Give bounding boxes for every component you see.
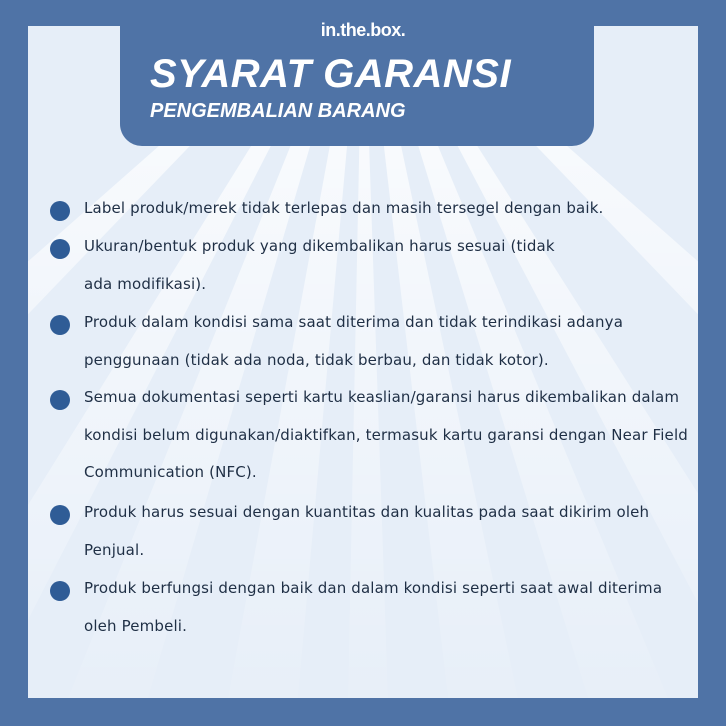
list-item-text: Ukuran/bentuk produk yang dikembalikan harus sesuai (tidak ada modifikasi). [84,237,555,293]
page-subtitle: PENGEMBALIAN BARANG [150,100,406,122]
bullet-icon [50,201,70,221]
bullet-icon [50,239,70,259]
bullet-icon [50,315,70,335]
list-item-text: Produk dalam kondisi sama saat diterima dan tidak terindikasi adanya penggunaan (tidak ada noda, tidak berbau, dan tidak kotor). [84,313,624,369]
bullet-icon [50,505,70,525]
bullet-icon [50,390,70,410]
page-title: SYARAT GARANSI [150,52,512,96]
bullet-icon [50,581,70,601]
list-item-text: Produk berfungsi dengan baik dan dalam kondisi seperti saat awal diterima oleh Pembeli. [84,579,663,635]
list-item-text: Produk harus sesuai dengan kuantitas dan kualitas pada saat dikirim oleh Penjual. [84,503,650,559]
list-item-text: Semua dokumentasi seperti kartu keaslian/garansi harus dikembalikan dalam kondisi belum digunakan/diaktifkan, termasuk kartu garansi dengan Near Field Communication (NFC). [84,388,688,481]
brand-logo: in.the.box. [320,20,406,40]
list-item-text: Label produk/merek tidak terlepas dan masih tersegel dengan baik. [84,199,604,217]
